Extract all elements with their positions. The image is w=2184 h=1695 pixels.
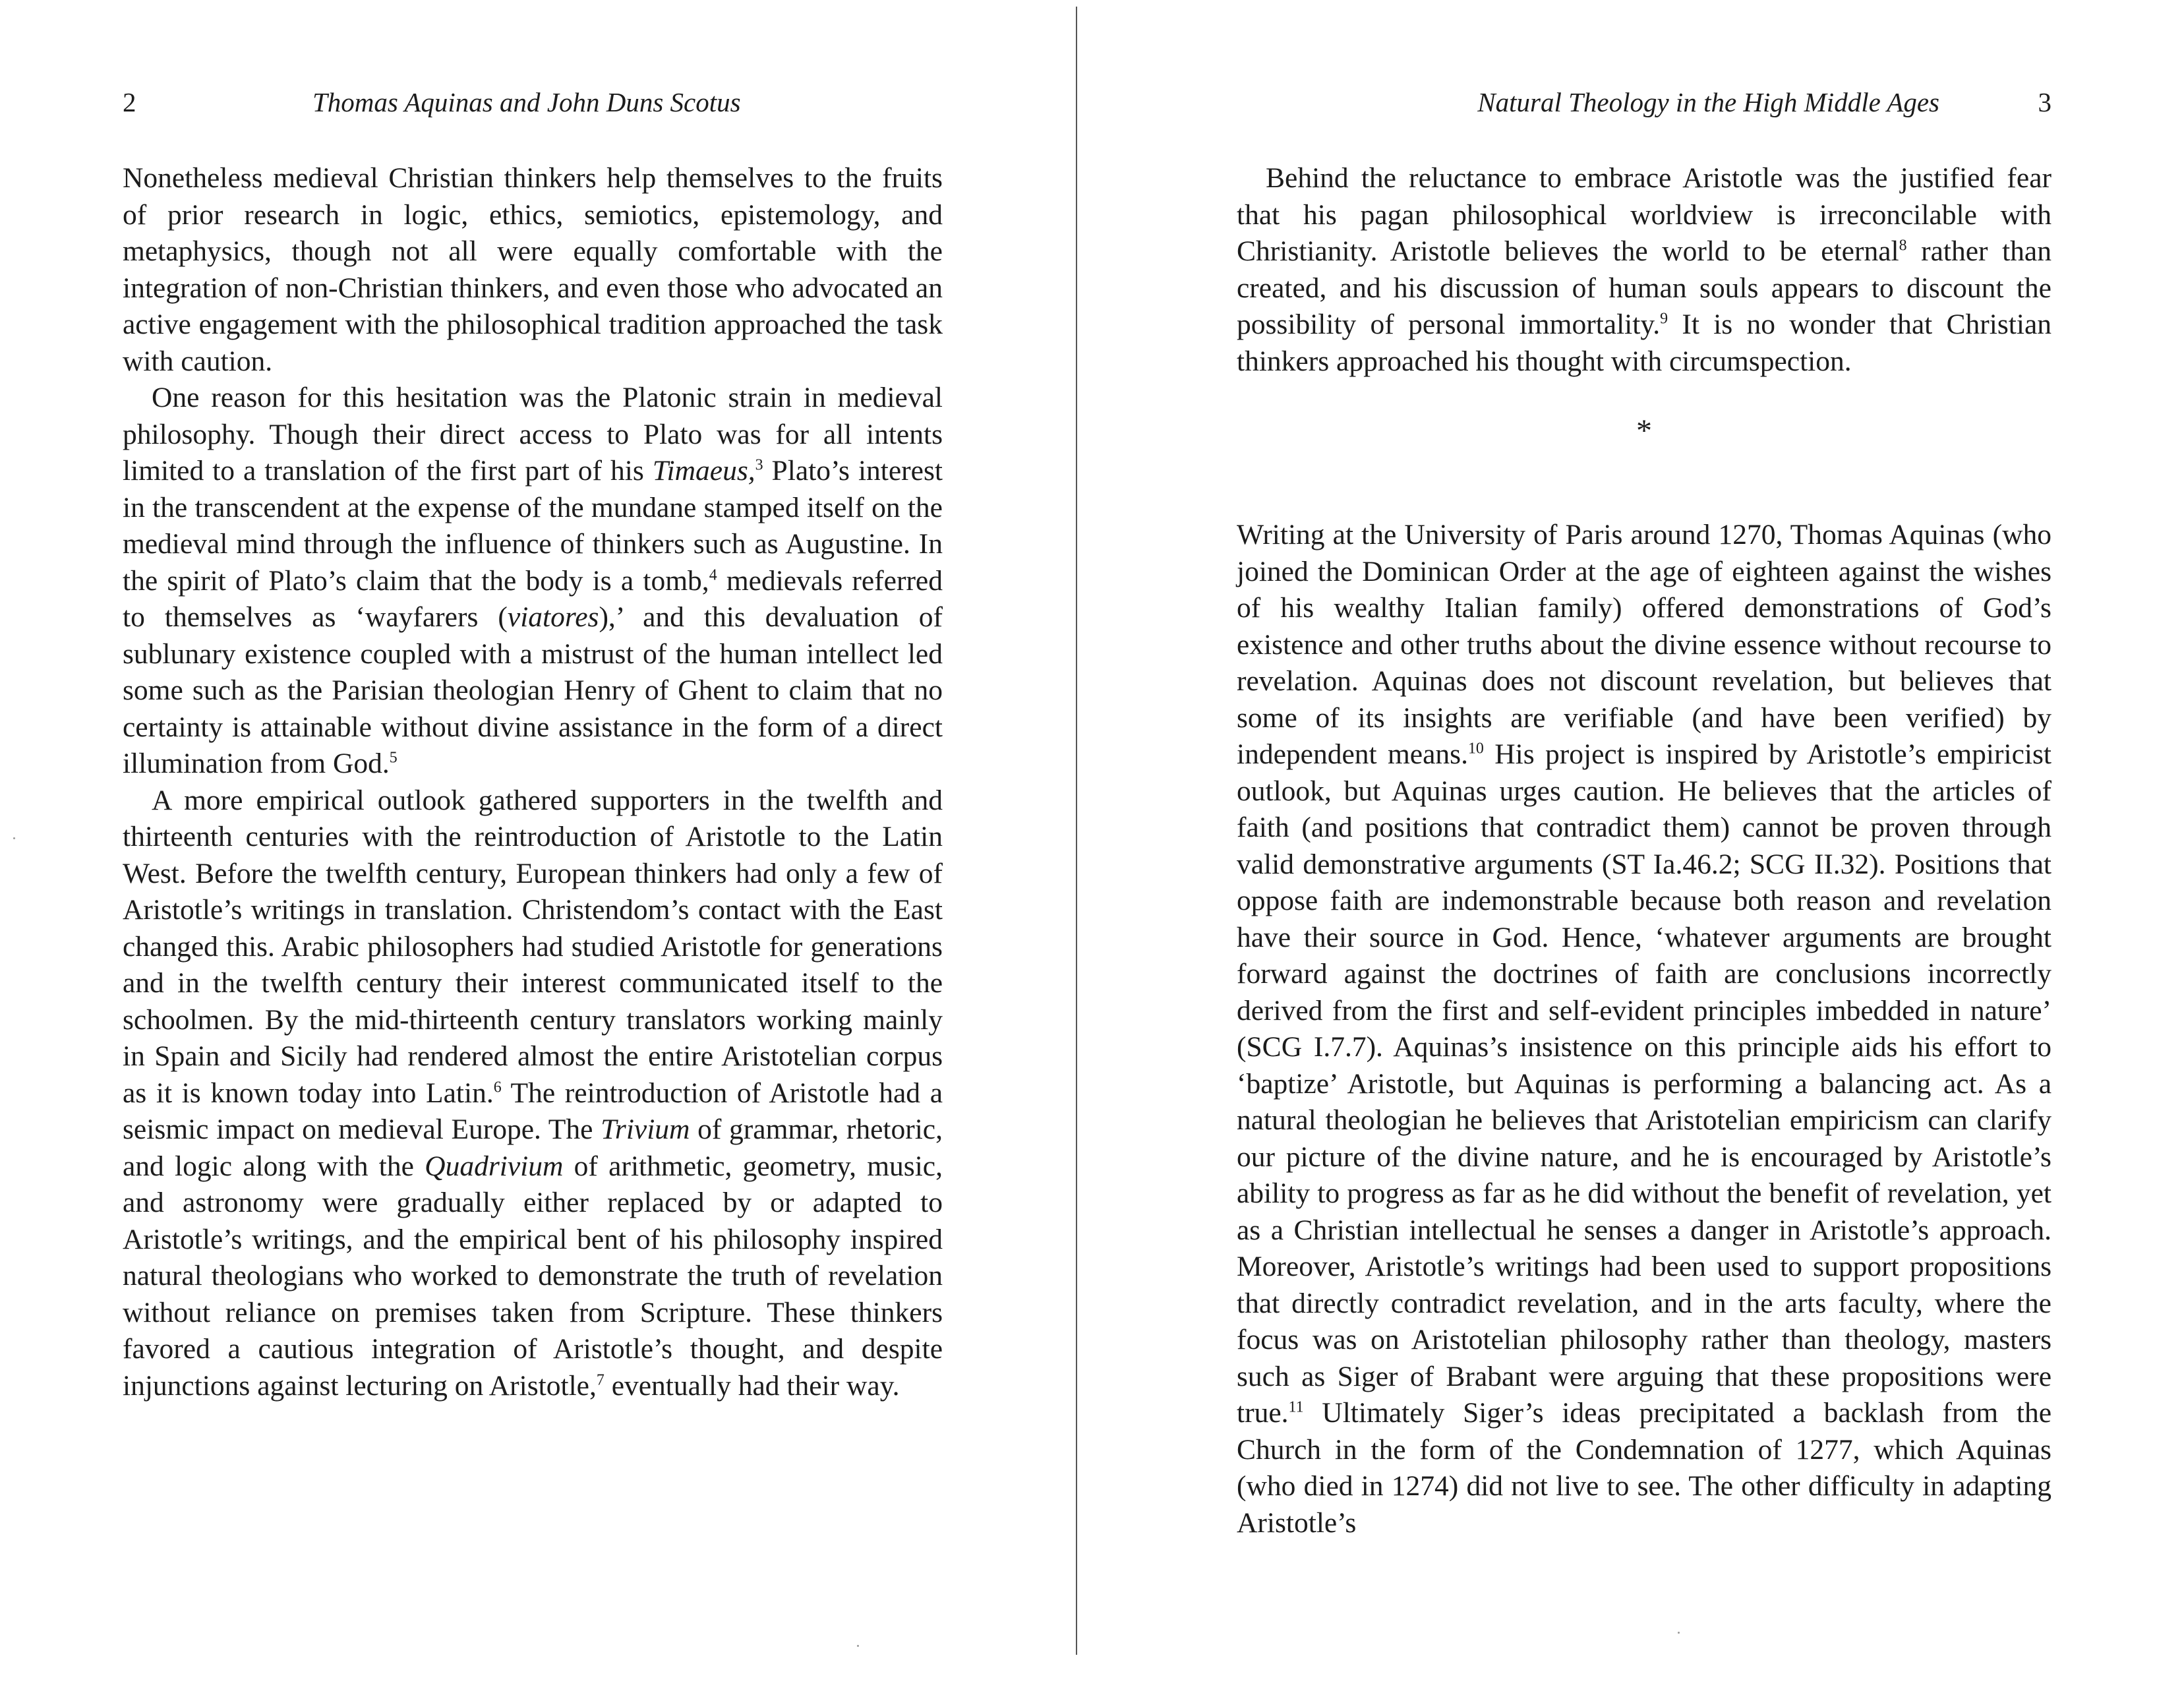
italic-text: Trivium bbox=[601, 1114, 690, 1145]
left-page bbox=[123, 82, 943, 1404]
footnote-marker: 5 bbox=[389, 749, 398, 767]
text-run: It is no wonder that Christian thinkers approached his thought with circumspection. bbox=[1237, 309, 2051, 377]
text-run: rather than created, and his discussion of human souls appears to discount the possibility of personal immortality. bbox=[1237, 235, 2051, 340]
left-page-number: 2 bbox=[123, 87, 136, 117]
footnote-marker: 6 bbox=[493, 1079, 502, 1096]
right-running-head bbox=[1237, 82, 2051, 122]
right-page-number: 3 bbox=[2038, 87, 2051, 117]
right-body-text-after bbox=[1237, 517, 2051, 1541]
italic-text: viatores bbox=[507, 601, 599, 633]
text-run: His project is inspired by Aristotle’s empiricist outlook, but Aquinas urges caution. He believes that the articles of faith (and positions that contradict them) cannot be proven through valid demonstrative arguments (ST Ia.46.2; SCG II.32). Positions that oppose faith are indemonstrable because both reason and revelation have their source in God. Hence, ‘whatever arguments are brought forward against the doctrines of faith are conclusions incorrectly derived from the first and self-evident principles imbedded in nature’ (SCG I.7.7). Aquinas’s insistence on this principle aids his effort to ‘baptize’ Aristotle, but Aquinas is performing a balancing act. As a natural theologian he believes that Aristotelian empiricism can clarify our picture of the divine nature, and he is encouraged by Aristotle’s ability to progress as far as he did without the benefit of revelation, yet as a Christian intellectual he senses a danger in Aristotle’s approach. Moreover, Aristotle’s writings had been used to support propositions that directly contradict revelation, and in the arts faculty, where the focus was on Aristotelian philosophy rather than theology, masters such as Siger of Brabant were arguing that these propositions were true. bbox=[1237, 738, 2051, 1429]
italic-text: Quadrivium bbox=[425, 1150, 564, 1182]
text-run: of grammar, rhetoric, and logic along with the bbox=[123, 1114, 943, 1182]
text-run: medievals referred to themselves as ‘wayfarers ( bbox=[123, 564, 943, 633]
text-run: Nonetheless medieval Christian thinkers help themselves to the fruits of prior research in logic, ethics, semiotics, epistemology, and metaphysics, though not all were equally comfortable with the integration of non-Christian thinkers, and even those who advocated an active engagement with the philosophical tradition approached the task with caution. bbox=[123, 162, 943, 377]
book-gutter bbox=[1076, 7, 1077, 1655]
paragraph bbox=[123, 380, 943, 783]
footnote-marker: 11 bbox=[1288, 1398, 1304, 1416]
scan-speck bbox=[1678, 1632, 1680, 1634]
paragraph bbox=[123, 160, 943, 380]
text-run: A more empirical outlook gathered supporters in the twelfth and thirteenth centuries with the reintroduction of Aristotle to the Latin West. Before the twelfth century, European thinkers had only a few of Aristotle’s writings in translation. Christendom’s contact with the East changed this. Arabic philosophers had studied Aristotle for generations and in the twelfth century their interest communicated itself to the schoolmen. By the mid-thirteenth century translators working mainly in Spain and Sicily had rendered almost the entire Aristotelian corpus as it is known today into Latin. bbox=[123, 784, 943, 1109]
right-running-title: Natural Theology in the High Middle Ages bbox=[1477, 87, 1939, 117]
text-run: Behind the reluctance to embrace Aristotle was the justified fear that his pagan philosophical worldview is irreconcilable with Christianity. Aristotle believes the world to be eternal bbox=[1237, 162, 2051, 267]
text-run: One reason for this hesitation was the Platonic strain in medieval philosophy. Though their direct access to Plato was for all intents limited to a translation of the first part of his bbox=[123, 382, 943, 487]
scan-speck bbox=[857, 1645, 859, 1647]
text-run: of arithmetic, geometry, music, and astronomy were gradually either replaced by or adapted to Aristotle’s writings, and the empirical bent of his philosophy inspired natural theologians who worked to demonstrate the truth of revelation without reliance on premises taken from Scripture. These thinkers favored a cautious integration of Aristotle’s thought, and despite injunctions against lecturing on Aristotle, bbox=[123, 1150, 943, 1402]
footnote-marker: 9 bbox=[1660, 310, 1668, 328]
text-run: Ultimately Siger’s ideas precipitated a backlash from the Church in the form of the Condemnation of 1277, which Aquinas (who died in 1274) did not live to see. The other difficulty in adapting Aristotle’s bbox=[1237, 1397, 2051, 1539]
paragraph bbox=[1237, 160, 2051, 380]
left-running-head bbox=[123, 82, 943, 122]
left-running-title: Thomas Aquinas and John Duns Scotus bbox=[312, 87, 741, 117]
section-separator: * bbox=[1636, 413, 1652, 448]
text-run: The reintroduction of Aristotle had a seismic impact on medieval Europe. The bbox=[123, 1077, 943, 1145]
text-run: ),’ and this devaluation of sublunary existence coupled with a mistrust of the human intellect led some such as the Parisian theologian Henry of Ghent to claim that no certainty is attainable without divine assistance in the form of a direct illumination from God. bbox=[123, 601, 943, 779]
italic-text: Timaeus, bbox=[652, 455, 755, 487]
text-run: Plato’s interest in the transcendent at the expense of the mundane stamped itself on the medieval mind through the influence of thinkers such as Augustine. In the spirit of Plato’s claim that the body is a tomb, bbox=[123, 455, 943, 597]
text-run: eventually had their way. bbox=[604, 1369, 900, 1402]
left-body-text bbox=[123, 160, 943, 1404]
footnote-marker: 10 bbox=[1467, 740, 1484, 758]
paragraph bbox=[1237, 517, 2051, 1541]
right-page bbox=[1237, 82, 2051, 1541]
paragraph bbox=[123, 783, 943, 1405]
text-run: Writing at the University of Paris around 1270, Thomas Aquinas (who joined the Dominican Order at the age of eighteen against the wishes of his wealthy Italian family) offered demonstrations of God’s existence and other truths about the divine essence without recourse to revelation. Aquinas does not discount revelation, but believes that some of its insights are verifiable (and have been verified) by independent means. bbox=[1237, 519, 2051, 770]
footnote-marker: 8 bbox=[1899, 237, 1907, 254]
footnote-marker: 7 bbox=[596, 1371, 605, 1388]
scan-speck bbox=[13, 837, 15, 839]
footnote-marker: 4 bbox=[709, 566, 717, 583]
footnote-marker: 3 bbox=[755, 456, 763, 474]
right-body-text-before bbox=[1237, 160, 2051, 380]
